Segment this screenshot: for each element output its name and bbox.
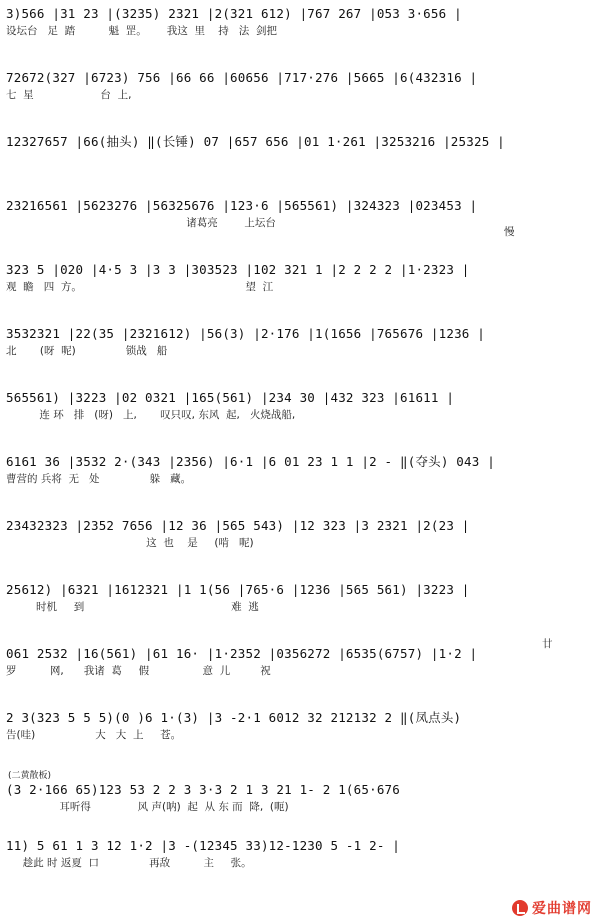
notation-line: 6161 36 |3532 2·(343 |2356) |6·1 |6 01 23 1 1 |2 - ‖(夺头) 043 |: [6, 454, 495, 469]
lyrics-line: 观 瞻 四 方。 望 江: [6, 281, 274, 293]
lyrics-line: 罗 网, 我诸 葛 假 意 儿 祝: [6, 665, 271, 677]
watermark: [512, 898, 592, 918]
notation-line: 3532321 |22(35 |2321612) |56(3) |2·176 |1(1656 |765676 |1236 |: [6, 326, 485, 341]
lyrics-line: 诸葛亮 上坛台: [6, 217, 276, 229]
notation-line: 323 5 |020 |4·5 3 |3 3 |303523 |102 321 1 |2 2 2 2 |1·2323 |: [6, 262, 470, 277]
notation-line: 3)566 |31 23 |(3235) 2321 |2(321 612) |767 267 |053 3·656 |: [6, 6, 462, 21]
notation-line: 25612) |6321 |1612321 |1 1(56 |765·6 |1236 |565 561) |3223 |: [6, 582, 470, 597]
score-line: [6, 198, 594, 246]
score-line: [6, 262, 594, 310]
watermark-text: 爱曲谱网: [532, 901, 592, 917]
notation-line: 12327657 |66(抽头) ‖(长锤) 07 |657 656 |01 1·261 |3253216 |25325 |: [6, 134, 505, 149]
notation-line: 2 3(323 5 5 5)(0 )6 1·(3) |3 -2·1 6012 32 212132 2 ‖(凤点头): [6, 710, 462, 725]
score-line: [6, 638, 594, 694]
notation-line: (3 2·166 65)123 53 2 2 3 3·3 2 1 3 21 1- 2 1(65·676: [6, 782, 401, 797]
site-logo-icon: [512, 900, 528, 916]
score-line: [6, 70, 594, 118]
score-line: [6, 6, 594, 54]
score-line: [6, 134, 594, 182]
notation-line: 23216561 |5623276 |56325676 |123·6 |565561) |324323 |023453 |: [6, 198, 478, 213]
score-line: [6, 838, 594, 886]
score-line: [6, 710, 594, 758]
score-line: [6, 582, 594, 630]
notation-line: 565561) |3223 |02 0321 |165(561) |234 30 |432 323 |61611 |: [6, 390, 455, 405]
score-line: [6, 518, 594, 566]
expression-mark: 廿: [542, 638, 553, 650]
lyrics-line: 曹营的 兵将 无 处 躲 藏。: [6, 473, 192, 485]
notation-line: 061 2532 |16(561) |61 16· |1·2352 |0356272 |6535(6757) |1·2 |: [6, 646, 478, 661]
expression-mark: 慢: [504, 226, 515, 238]
lyrics-line: 时机 到 难 逃: [6, 601, 259, 613]
lyrics-line: 七 星 台 上,: [6, 89, 132, 101]
lyrics-line: 趁此 时 返夏 口 再敌 主 张。: [6, 857, 252, 869]
lyrics-line: 设坛台 足 踏 魁 罡。 我这 里 持 法 剑把: [6, 25, 277, 37]
lyrics-line: 这 也 是 (啃 呢): [6, 537, 254, 549]
lyrics-line: 耳听得 风 声(呐) 起 从 东 而 降, (呃): [6, 801, 289, 813]
score-line: [6, 771, 594, 830]
notation-line: 72672(327 |6723) 756 |66 66 |60656 |717·276 |5665 |6(432316 |: [6, 70, 478, 85]
notation-line: 23432323 |2352 7656 |12 36 |565 543) |12 323 |3 2321 |2(23 |: [6, 518, 470, 533]
lyrics-line: 北 (呀 呢) 锁战 船: [6, 345, 168, 357]
score-line: [6, 454, 594, 502]
lyrics-line: 连 环 排 (呀) 上, 叹只叹, 东风 起, 火烧战船,: [6, 409, 296, 421]
score-line: [6, 326, 594, 374]
score-line: [6, 390, 594, 438]
notation-line: 11) 5 61 1 3 12 1·2 |3 -(12345 33)12-1230 5 -1 2- |: [6, 838, 401, 853]
lyrics-line: 告(哇) 大 大 上 苍。: [6, 729, 182, 741]
tempo-annotation: (二黄散板): [8, 771, 52, 781]
